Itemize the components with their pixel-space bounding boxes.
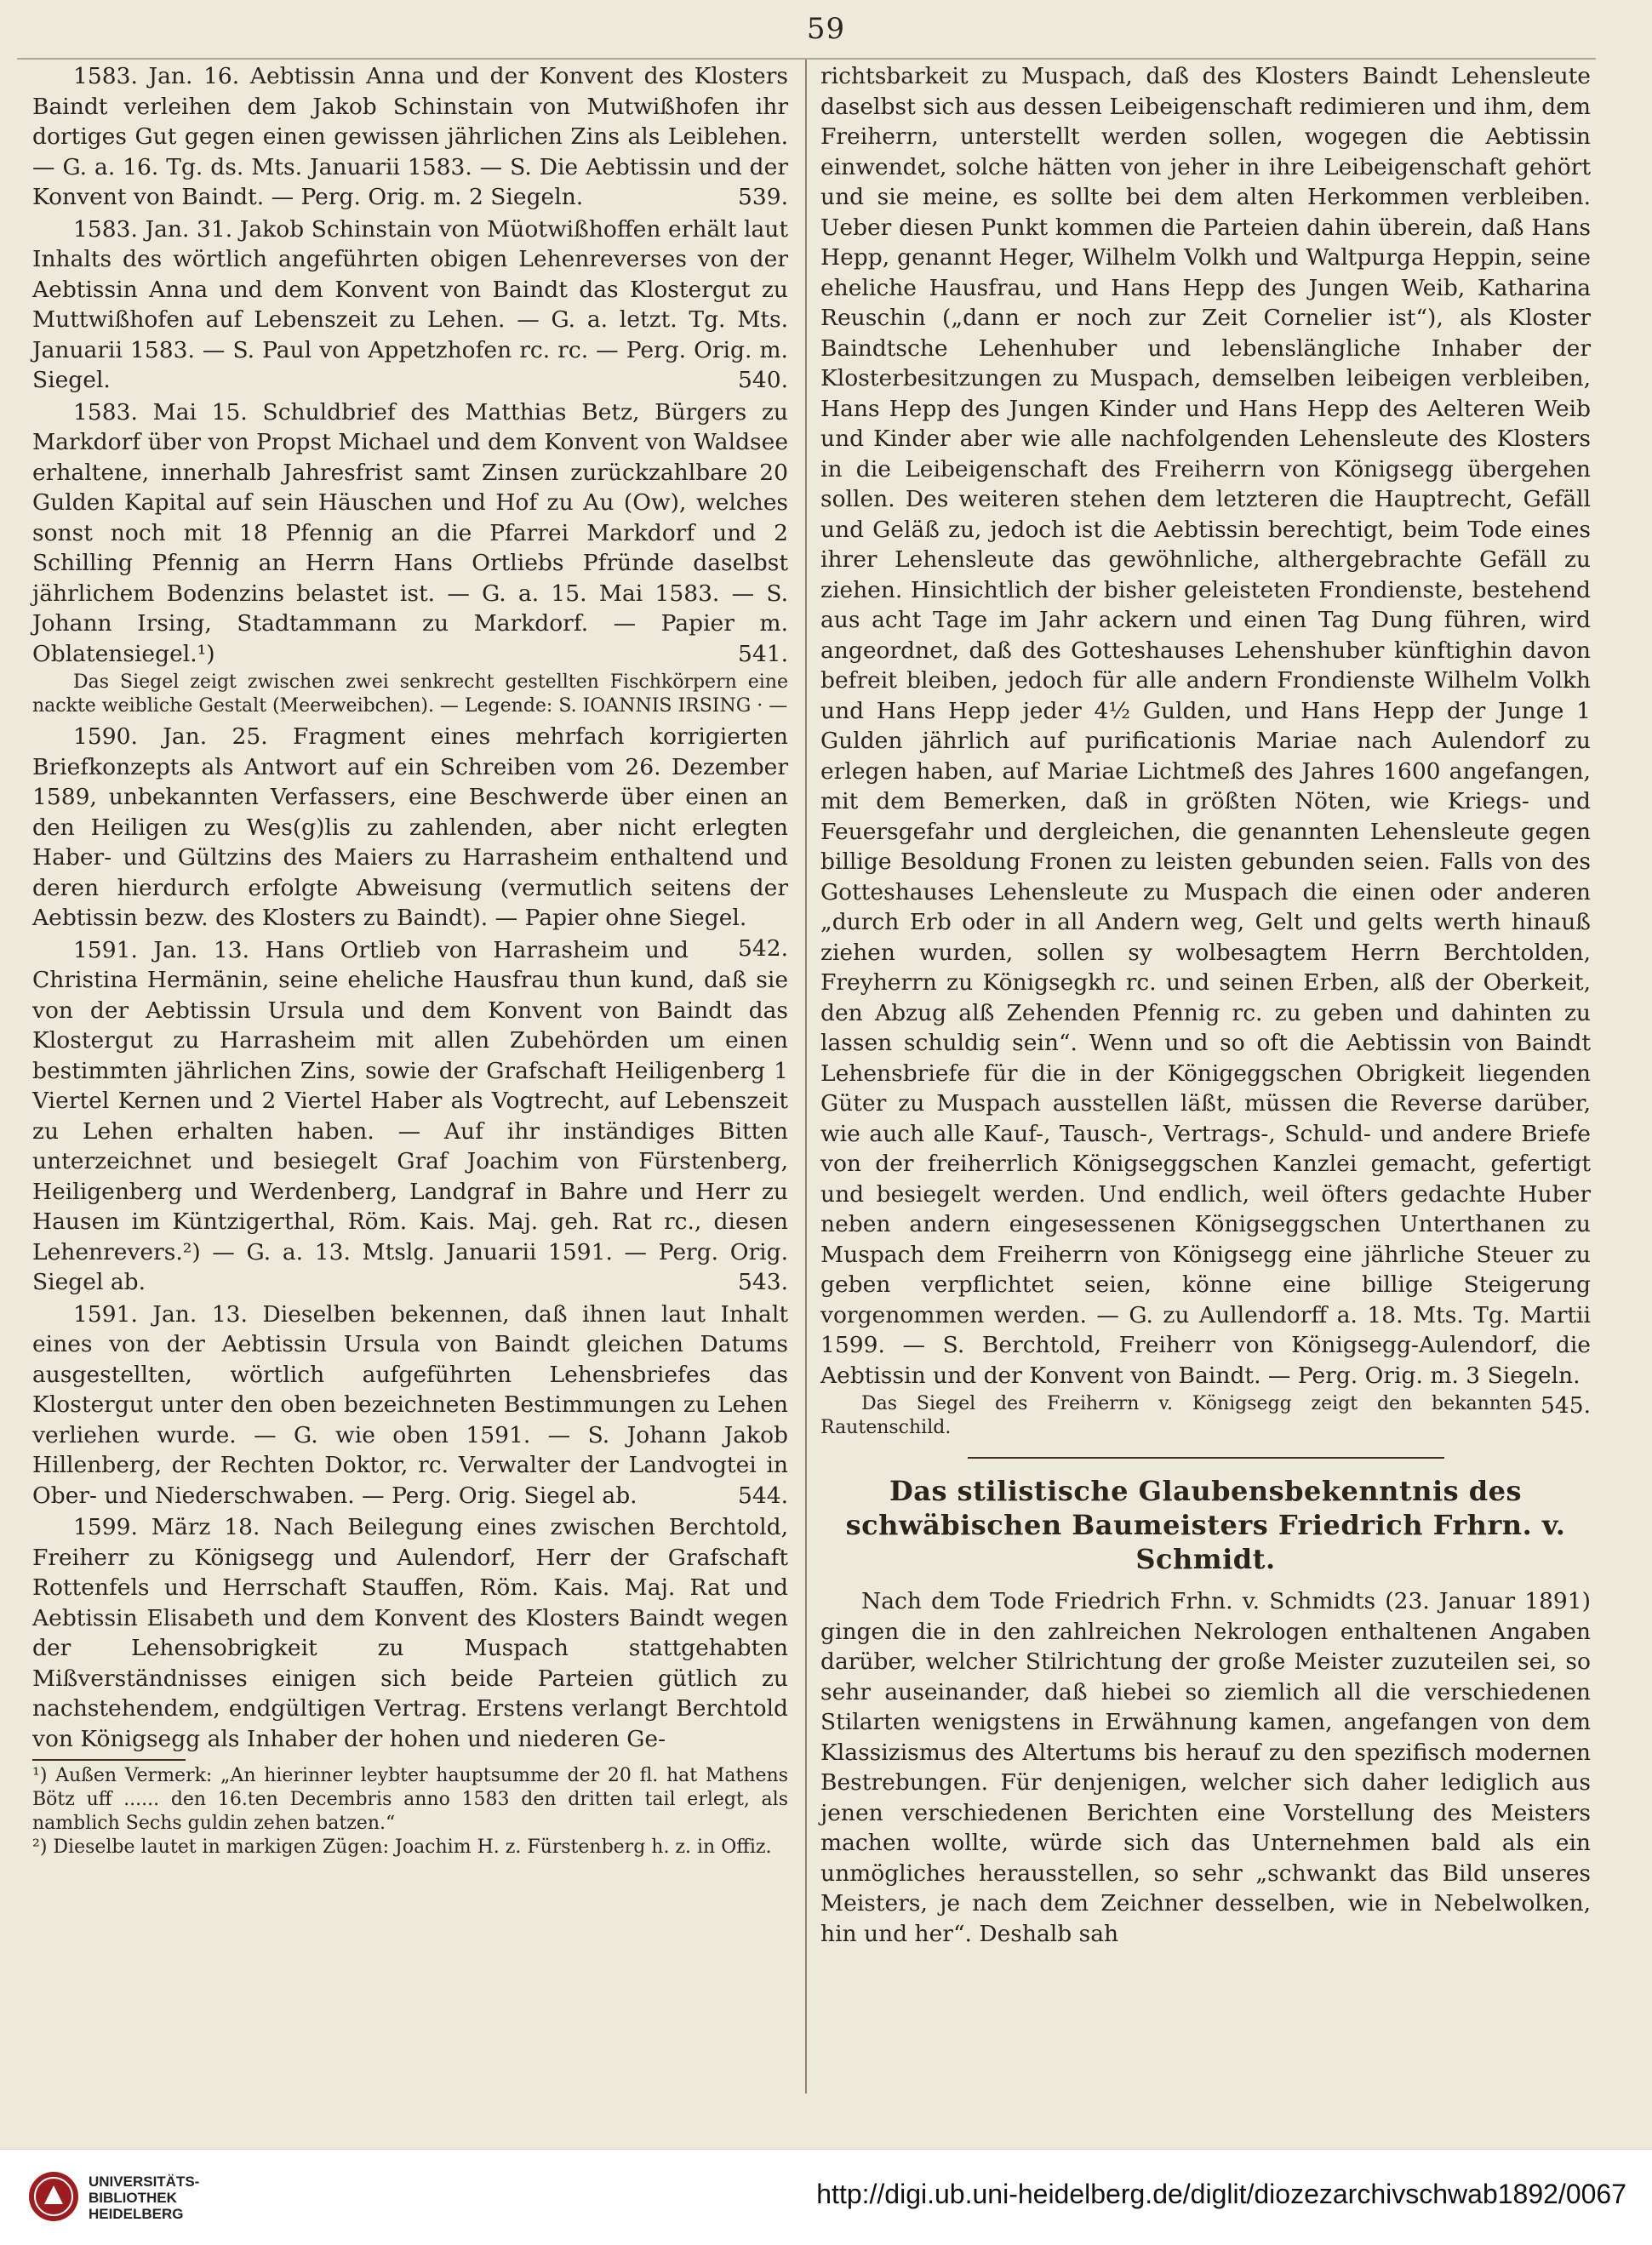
library-name — [89, 2174, 199, 2222]
entry-540 — [32, 214, 788, 396]
footnote-1: ¹) Außen Vermerk: „An hierinner leybter hauptsumme der 20 fl. hat Mathens Bötz uff ...... den 16.ten Decembris anno 1583 den dritten tail erlegt, als namblich Sechs guldin zehen batzen.“ — [32, 1765, 788, 1834]
library-footer — [0, 2149, 1652, 2245]
section-rule — [968, 1457, 1444, 1459]
entry-text: 1583. Mai 15. Schuldbrief des Matthias Betz, Bürgers zu Markdorf über von Propst Michael und dem Konvent von Waldsee erhaltene, innerhalb Jahresfrist samt Zinsen zurückzahlbare 20 Gulden Kapital auf sein Häuschen und Hof zu Au (Ow), welches sonst noch mit 18 Pfennig an die Pfarrei Markdorf und 2 Schilling Pfennig an Herrn Hans Ortliebs Pfründe daselbst jährlichem Bodenzins belastet ist. — G. a. 15. Mai 1583. — S. Johann Irsing, Stadtammann zu Markdorf. — Papier m. Oblatensiegel.¹) — [32, 398, 788, 667]
entry-text: richtsbarkeit zu Muspach, daß des Klosters Baindt Lehensleute daselbst sich aus dessen Leibeigenschaft redimieren und ihm, dem Freiherrn, unterstellt werden sollen, wogegen die Aebtissin einwendet, solche hätten von jeher in ihre Leibeigenschaft gehört und sie meine, es sollte bei dem alten Herkommen verbleiben. Ueber diesen Punkt kommen die Parteien dahin überein, daß Hans Hepp, genannt Heger, Wilhelm Volkh und Waltpurga Heppin, seine eheliche Hausfrau, und Hans Hepp des Jungen Weib, Katharina Reuschin („dann er noch zur Zeit Cornelier ist“), als Kloster Baindtsche Lehenhuber und lebenslängliche Inhaber der Klosterbesitzungen zu Muspach, demselben leibeigen verbleiben, Hans Hepp des Jungen Kinder und Hans Hepp des Aelteren Weib und Kinder aber wie alle nachfolgenden Lehensleute des Klosters in die Leibeigenschaft des Freiherrn von Königsegg übergehen sollen. Des weiteren stehen dem letzteren die Hauptrecht, Gefäll und Geläß zu, jedoch ist die Aebtissin berechtigt, beim Tode eines ihrer Lehensleute das gewöhnliche, althergebrachte Gefäll zu ziehen. Hinsichtlich der bisher geleisteten Frondienste, bestehend aus acht Tage im Jahr ackern und einen Tag Dung führen, wird angeordnet, daß des Gotteshauses Lehenshuber künftighin davon befreit bleiben, jedoch für alle andern Frondienste Wilhelm Volkh und Hans Hepp jeder 4½ Gulden, und Hans Hepp der Junge 1 Gulden jährlich auf purificationis Mariae nach Aulendorf zu erlegen haben, auf Mariae Lichtmeß des Jahres 1600 angefangen, mit dem Bemerken, daß in größten Nöten, wie Kriegs- und Feuersgefahr und dergleichen, die genannten Lehensleute gegen billige Besoldung Fronen zu leisten gebunden seien. Falls von des Gotteshauses Lehensleute zu Muspach die einen oder anderen „durch Erb oder in all Andern weg, Gelt und gelts werth hinauß ziehen wurden, sollen sy wolbesagtem Herrn Berchtolden, Freyherrn zu Königsegkh rc. und seinen Erben, alß der Oberkeit, den Abzug alß Zehenden Pfennig rc. zu geben und dahinten zu lassen schuldig sein“. Wenn und so oft die Aebtissin von Baindt Lehensbriefe für die in der Königeggschen Obrigkeit liegenden Güter zu Muspach ausstellen läßt, müssen die Reverse darüber, wie auch alle Kauf-, Tausch-, Vertrags-, Schuld- und andere Briefe von der freiherrlich Königseggschen Kanzlei gemacht, gefertigt und besiegelt werden. Und endlich, weil öfters gedachte Huber neben andern eingesessenen Königseggschen Unterthanen zu Muspach dem Freiherrn von Königsegg eine jährliche Steuer zu geben verpflichtet seien, könne eine billige Steigerung vorgenommen werden. — G. zu Aullendorff a. 18. Mts. Tg. Martii 1599. — S. Berchtold, Freiherr von Königsegg-Aulendorf, die Aebtissin und der Konvent von Baindt. — Perg. Orig. m. 3 Siegeln. — [820, 63, 1591, 1389]
entry-text: 1583. Jan. 16. Aebtissin Anna und der Konvent des Klosters Baindt verleihen dem Jakob Schinstain von Mutwißhofen ihr dortiges Gut gegen einen gewissen jährlichen Zins als Leiblehen. — G. a. 16. Tg. ds. Mts. Januarii 1583. — S. Die Aebtissin und der Konvent von Baindt. — Perg. Orig. m. 2 Siegeln. — [32, 63, 788, 210]
article-paragraph: Nach dem Tode Friedrich Frhn. v. Schmidts (23. Januar 1891) gingen die in den zahlreichen Nekrologen enthaltenen Angaben darüber, welcher Stilrichtung der große Meister zuzuteilen sei, so sehr auseinander, daß hiebei so ziemlich all die verschiedenen Stilarten wenigstens in Erwähnung kamen, angefangen von dem Klassizismus des Altertums bis herauf zu den spezifisch modernen Bestrebungen. Für denjenigen, welcher sich daher lediglich aus jenen verschiedenen Berichten eine Vorstellung des Meisters machen wollte, würde sich das Unternehmen bald als ein unmögliches herausstellen, so sehr „schwankt das Bild unseres Meisters, je nach dem Zeichner desselben, wie in Nebelwolken, hin und her“. Deshalb sah — [820, 1588, 1591, 1947]
entry-539 — [32, 61, 788, 213]
entry-number: 540. — [737, 367, 788, 393]
entry-number: 543. — [737, 1269, 788, 1295]
entry-542 — [32, 722, 788, 962]
library-name-line: HEIDELBERG — [89, 2206, 184, 2222]
entry-number: 539. — [737, 184, 788, 210]
article-heading: Das stilistische Glaubensbekenntnis des schwäbischen Baumeisters Friedrich Frhrn. v. Schmidt. — [845, 1475, 1566, 1575]
footnote-rule — [32, 1759, 186, 1761]
entry-number: 542. — [737, 934, 788, 962]
entry-text: 1590. Jan. 25. Fragment eines mehrfach korrigierten Briefkonzepts als Antwort auf ein Schreiben vom 26. Dezember 1589, unbekannten Verfassers, eine Beschwerde über einen an den Heiligen zu Wes(g)lis zu zahlenden, aber nicht erlegten Haber- und Gültzins des Maiers zu Harrasheim enthaltend und deren hierdurch erfolgte Abweisung (vermutlich seitens der Aebtissin bezw. des Klosters zu Baindt). — Papier ohne Siegel. — [32, 723, 788, 931]
entry-number: 544. — [737, 1482, 788, 1509]
library-name-line: BIBLIOTHEK — [89, 2190, 177, 2206]
right-column — [820, 61, 1591, 1949]
entry-545-start — [32, 1512, 788, 1754]
column-divider — [805, 60, 807, 2094]
entry-text: 1599. März 18. Nach Beilegung eines zwischen Berchtold, Freiherr zu Königsegg und Aulendorf, Herr der Grafschaft Rottenfels und Herrschaft Stauffen, Röm. Kais. Maj. Rat und Aebtissin Elisabeth und dem Konvent des Klosters Baindt wegen der Lehensobrigkeit zu Muspach stattgehabten Mißverständnisses einigen sich beide Parteien gütlich zu nachstehendem, endgültigen Vertrag. Erstens verlangt Berchtold von Königsegg als Inhaber der hohen und niederen Ge- — [32, 1514, 788, 1752]
source-url[interactable]: http://digi.ub.uni-heidelberg.de/diglit/diozezarchivschwab1892/0067 — [816, 2179, 1626, 2209]
entry-text: 1583. Jan. 31. Jakob Schinstain von Müotwißhoffen erhält laut Inhalts des wörtlich angeführten obigen Lehenreverses von der Aebtissin Anna und dem Konvent von Baindt das Klostergut zu Muttwißhofen auf Lebenszeit zu Lehen. — G. a. letzt. Tg. Mts. Januarii 1583. — S. Paul von Appetzhofen rc. rc. — Perg. Orig. m. Siegel. — [32, 215, 788, 393]
footnote-2: ²) Dieselbe lautet in markigen Zügen: Joachim H. z. Fürstenberg h. z. in Offiz. — [32, 1837, 772, 1858]
entry-541 — [32, 397, 788, 670]
library-name-line: UNIVERSITÄTS- — [89, 2174, 200, 2190]
entry-text: 1591. Jan. 13. Dieselben bekennen, daß ihnen laut Inhalt eines von der Aebtissin Ursula von Baindt gleichen Datums ausgestellten, wörtlich aufgeführten Lehensbriefes das Klostergut unter den oben bezeichneten Bestimmungen zu Lehen verliehen wurde. — G. wie oben 1591. — S. Johann Jakob Hillenberg, der Rechten Doktor, rc. Verwalter der Landvogtei in Ober- und Niederschwaben. — Perg. Orig. Siegel ab. — [32, 1300, 788, 1509]
entry-544 — [32, 1300, 788, 1511]
entry-number: 541. — [737, 640, 788, 667]
university-seal-icon — [27, 2170, 80, 2223]
entry-543 — [32, 935, 788, 1298]
entry-number: 545. — [1540, 1392, 1591, 1419]
seal-note: Das Siegel des Freiherrn v. Königsegg zeigt den bekannten Rautenschild. — [820, 1393, 1532, 1438]
seal-note: Das Siegel zeigt zwischen zwei senkrecht gestellten Fischkörpern eine nackte weibliche Gestalt (Meerweibchen). — Legende: S. IOANNIS IRSING · — — [32, 671, 788, 717]
entry-text: 1591. Jan. 13. Hans Ortlieb von Harrasheim und Christina Hermänin, seine eheliche Hausfrau thun kund, daß sie von der Aebtissin Ursula und dem Konvent von Baindt das Klostergut zu Harrasheim mit allen Zubehörden um einen bestimmten jährlichen Zins, sowie der Grafschaft Heiligenberg 1 Viertel Kernen und 2 Viertel Haber als Vogtrecht, auf Lebenszeit zu Lehen erhalten haben. — Auf ihr inständiges Bitten unterzeichnet und besiegelt Graf Joachim von Fürstenberg, Heiligenberg und Werdenberg, Landgraf in Bahre und Herr zu Hausen im Küntzigerthal, Röm. Kais. Maj. geh. Rat rc., diesen Lehenrevers.²) — G. a. 13. Mtslg. Januarii 1591. — Perg. Orig. Siegel ab. — [32, 936, 788, 1295]
left-column — [32, 61, 788, 1859]
page-number: 59 — [806, 12, 846, 46]
